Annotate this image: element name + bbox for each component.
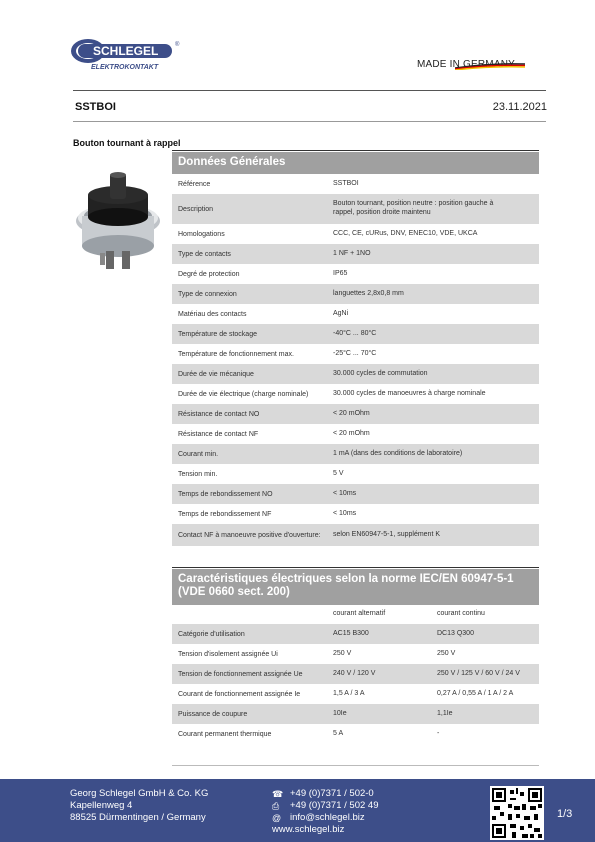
table-row: Durée de vie électrique (charge nominale) 30.000 cycles de manoeuvres à charge nominale <box>178 389 486 398</box>
qr-code-icon <box>490 786 544 840</box>
schlegel-logo-icon <box>70 38 180 72</box>
table-row: Temps de rebondissement NO < 10ms <box>172 484 539 504</box>
article-code: SSTBOI <box>75 101 116 113</box>
table-row: Courant permanent thermique 5 A - <box>178 729 440 738</box>
table-row: Degré de protection IP65 <box>178 269 348 278</box>
column-header-ac: courant alternatif <box>333 610 386 617</box>
germany-flag-swoosh-icon <box>455 62 525 70</box>
electrical-section-title: Caractéristiques électriques selon la norme IEC/EN 60947-5-1 (VDE 0660 sect. 200) <box>172 569 539 605</box>
table-row: Matériau des contacts AgNi <box>178 309 349 318</box>
table-row: Référence SSTBOI <box>178 179 359 188</box>
footer-web[interactable]: www.schlegel.biz <box>272 824 345 835</box>
footer-contact <box>272 788 378 836</box>
footer-city: 88525 Dürmentingen / Germany <box>70 812 206 823</box>
schlegel-logo <box>70 38 180 72</box>
table-row: Puissance de coupure 10Ie 1,1Ie <box>172 704 539 724</box>
footer-fax: +49 (0)7371 / 502 49 <box>290 800 379 811</box>
email-icon: @ <box>272 813 282 823</box>
table-row: Type de connexion languettes 2,8x0,8 mm <box>172 284 539 304</box>
table-row: Temps de rebondissement NF < 10ms <box>178 509 357 518</box>
general-section-rule <box>172 150 539 151</box>
electrical-section-rule <box>172 567 539 568</box>
document-date: 23.11.2021 <box>492 101 547 113</box>
table-row: Description Bouton tournant, position neutre : position gauche à rappel, position droite maintenu <box>172 194 539 224</box>
table-row: Tension d'isolement assignée Ui 250 V 250 V <box>178 649 456 658</box>
footer-phone: +49 (0)7371 / 502-0 <box>290 788 374 799</box>
svg-text:®: ® <box>175 42 180 48</box>
electrical-table <box>172 624 539 744</box>
phone-icon: ☎ <box>272 789 284 799</box>
table-row: Homologations CCC, CE, cURus, DNV, ENEC10, VDE, UKCA <box>178 229 478 238</box>
footer-address <box>70 788 208 824</box>
table-row: Température de fonctionnement max. -25°C ... 70°C <box>178 349 377 358</box>
table-row: Type de contacts 1 NF + 1NO <box>172 244 539 264</box>
logo-brand-text: SCHLEGEL <box>93 44 159 58</box>
made-in-label: MADE IN GERMANY <box>416 59 515 70</box>
table-row: Tension min. 5 V <box>178 469 344 478</box>
footer-street: Kapellenweg 4 <box>70 800 133 811</box>
table-row: Contact NF à manoeuvre positive d'ouverture: selon EN60947-5-1, supplément K <box>172 524 539 546</box>
table-end-rule <box>172 765 539 766</box>
table-row: Durée de vie mécanique 30.000 cycles de commutation <box>172 364 539 384</box>
table-row: Résistance de contact NF < 20 mOhm <box>178 429 370 438</box>
electrical-column-headers <box>172 610 539 617</box>
product-title: Bouton tournant à rappel <box>73 138 181 148</box>
header-rule-secondary <box>73 121 546 122</box>
table-row: Courant min. 1 mA (dans des conditions de laboratoire) <box>172 444 539 464</box>
table-row: Température de stockage -40°C ... 80°C <box>172 324 539 344</box>
page-number: 1/3 <box>557 808 573 820</box>
table-row: Courant de fonctionnement assignée Ie 1,5 A / 3 A 0,27 A / 0,55 A / 1 A / 2 A <box>178 689 514 698</box>
fax-icon: ⎙ <box>272 801 280 811</box>
column-header-dc: courant continu <box>437 610 485 617</box>
rotary-knob-product-image <box>70 165 166 275</box>
table-row: Tension de fonctionnement assignée Ue 240 V / 120 V 250 V / 125 V / 60 V / 24 V <box>172 664 539 684</box>
table-row: Catégorie d'utilisation AC15 B300 DC13 Q300 <box>172 624 539 644</box>
general-table <box>172 174 539 546</box>
footer-email[interactable]: info@schlegel.biz <box>290 812 365 823</box>
general-section-title: Données Générales <box>172 152 539 174</box>
footer-company: Georg Schlegel GmbH & Co. KG <box>70 788 209 799</box>
header-rule <box>73 90 546 91</box>
logo-sub-text: ELEKTROKONTAKT <box>91 64 159 71</box>
table-row: Résistance de contact NO < 20 mOhm <box>172 404 539 424</box>
